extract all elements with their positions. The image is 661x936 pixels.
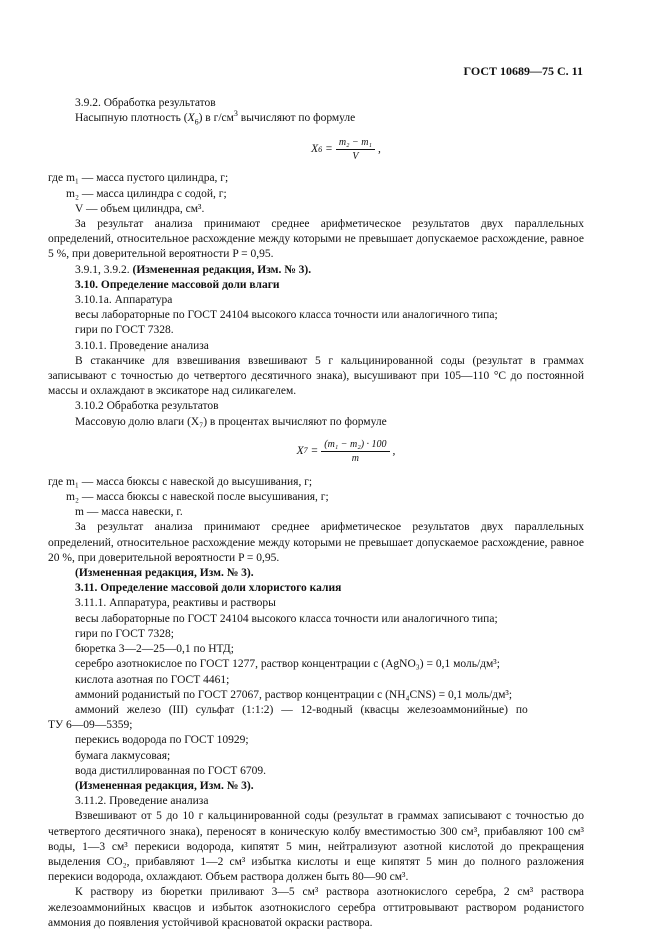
- reagent-iron-alum: аммоний железо (III) сульфат (1:1:2) — 12-водный (квасцы железоаммонийные) по: [75, 703, 528, 716]
- reagent-nitric-acid: кислота азотная по ГОСТ 4461;: [75, 673, 230, 686]
- section-3-11-1-title: 3.11.1. Аппаратура, реактивы и растворы: [75, 597, 276, 610]
- where-m: m — масса навески, г.: [75, 506, 183, 519]
- equipment-burette: бюретка 3—2—25—0,1 по НТД;: [75, 643, 234, 656]
- formula-x6: X 6 = $\frac{\text{m₂ − m₁}}{V}$ ,: [311, 137, 381, 163]
- reagent-silver-nitrate: серебро азотнокислое по ГОСТ 1277, раствор концентрации c (AgNO₃) = 0,1 моль/дм³;: [75, 658, 500, 671]
- section-3-10-title: 3.10. Определение массовой доли влаги: [75, 278, 280, 291]
- equipment-weights-1: гири по ГОСТ 7328.: [75, 324, 174, 337]
- section-3-10-1-title: 3.10.1. Проведение анализа: [75, 339, 209, 352]
- formula-x6-numerator: m₂ − m₁: [336, 136, 375, 150]
- formula-x7: X 7 = $\frac{\text{(m₁ − m₂) · 100}}{m}$ ,: [296, 438, 396, 464]
- edition-note-1: 3.9.1, 3.9.2. (Измененная редакция, Изм. № 3).: [75, 263, 312, 276]
- where-v: V — объем цилиндра, см³.: [75, 202, 205, 215]
- edition-note-3: (Измененная редакция, Изм. № 3).: [75, 779, 254, 792]
- paragraph-procedure-2: Взвешивают от 5 до 10 г кальцинированной соды (результат в граммах записывают с точностью до четвертого десятичного знака), переносят в коническую колбу вместимостью 300 см³, прибавляют 100 см³ воды, 1—3 см³ перекиси водорода, кипятят 5 мин, нейтрализуют азотной кислотой до прекращения выделения CO₂, прибавляют 1—2 см³ избытка кислоты и еще кипятят 5 мин до полного разложения перекиси водорода, охлаждают. Объем раствора должен быть 80—90 см³.: [48, 810, 584, 884]
- paragraph-procedure-3: К раствору из бюретки приливают 3—5 см³ раствора азотнокислого серебра, 2 см³ раствора железоаммонийных квасцов и избыток азотнокислого серебра оттитровывают раствором роданистого аммония до появления устойчивой красноватой окраски раствора.: [48, 886, 584, 929]
- edition-note-2: (Измененная редакция, Изм. № 3).: [75, 567, 254, 580]
- reagent-iron-alum-tu: ТУ 6—09—5359;: [48, 719, 133, 732]
- where-m1-b: где m₁ — масса бюксы с навеской до высушивания, г;: [48, 475, 313, 488]
- section-3-11-title: 3.11. Определение массовой доли хлористого калия: [75, 582, 342, 595]
- paragraph-procedure-1: В стаканчике для взвешивания взвешивают 5 г кальцинированной соды (результат в граммах записывают с точностью до четвертого десятичного знака), высушивают при 105—110 °С до постоянной массы и охлаждают в эксикаторе над силикагелем.: [48, 354, 584, 398]
- equipment-scales-1: весы лабораторные по ГОСТ 24104 высокого класса точности или аналогичного типа;: [75, 309, 498, 322]
- paragraph-result-2: За результат анализа принимают среднее арифметическое результатов двух параллельных определений, относительное расхождение между которыми не превышает допускаемое расхождение, равное 20 %, при доверительной вероятности P = 0,95.: [48, 521, 584, 564]
- reagent-peroxide: перекись водорода по ГОСТ 10929;: [75, 734, 249, 747]
- equipment-weights-2: гири по ГОСТ 7328;: [75, 627, 175, 640]
- reagent-litmus: бумага лакмусовая;: [75, 749, 171, 762]
- formula-x7-numerator: (m₁ − m₂) · 100: [321, 438, 389, 452]
- formula-x6-lhs: X: [311, 143, 319, 156]
- where-m2-b: m₂ — масса бюксы с навеской после высушивания, г;: [66, 491, 329, 504]
- document-body: [48, 96, 584, 931]
- section-3-11-2-title: 3.11.2. Проведение анализа: [75, 795, 209, 808]
- page-header: ГОСТ 10689—75 С. 11: [463, 64, 583, 78]
- section-3-9-2-title: 3.9.2. Обработка результатов: [75, 97, 216, 109]
- formula-x7-lhs: X: [296, 444, 304, 457]
- paragraph-result-1: За результат анализа принимают среднее арифметическое результатов двух параллельных определений, относительное расхождение между которыми не превышает допускаемое расхождение, равное 5 %, при доверительной вероятности P = 0,95.: [48, 218, 584, 261]
- reagent-water: вода дистиллированная по ГОСТ 6709.: [75, 764, 267, 777]
- where-m2: m₂ — масса цилиндра с содой, г;: [66, 187, 227, 200]
- formula-x6-denominator: V: [352, 151, 359, 163]
- reagent-ammonium-thiocyanate: аммоний роданистый по ГОСТ 27067, раствор концентрации c (NH₄CNS) = 0,1 моль/дм³;: [75, 688, 513, 701]
- section-3-10-2-title: 3.10.2 Обработка результатов: [75, 400, 219, 413]
- equipment-scales-2: весы лабораторные по ГОСТ 24104 высокого класса точности или аналогичного типа;: [75, 612, 498, 625]
- formula-x7-denominator: m: [351, 452, 359, 464]
- section-3-9-2-text: Насыпную плотность $(X_6)$ в $г/см^3$ вычисляют по формуле: [75, 109, 356, 127]
- section-3-10-1a-title: 3.10.1а. Аппаратура: [75, 294, 173, 307]
- where-m1: где m₁ — масса пустого цилиндра, г;: [48, 172, 229, 185]
- paragraph-formula-intro: Массовую долю влаги (X₇) в процентах вычисляют по формуле: [75, 415, 387, 428]
